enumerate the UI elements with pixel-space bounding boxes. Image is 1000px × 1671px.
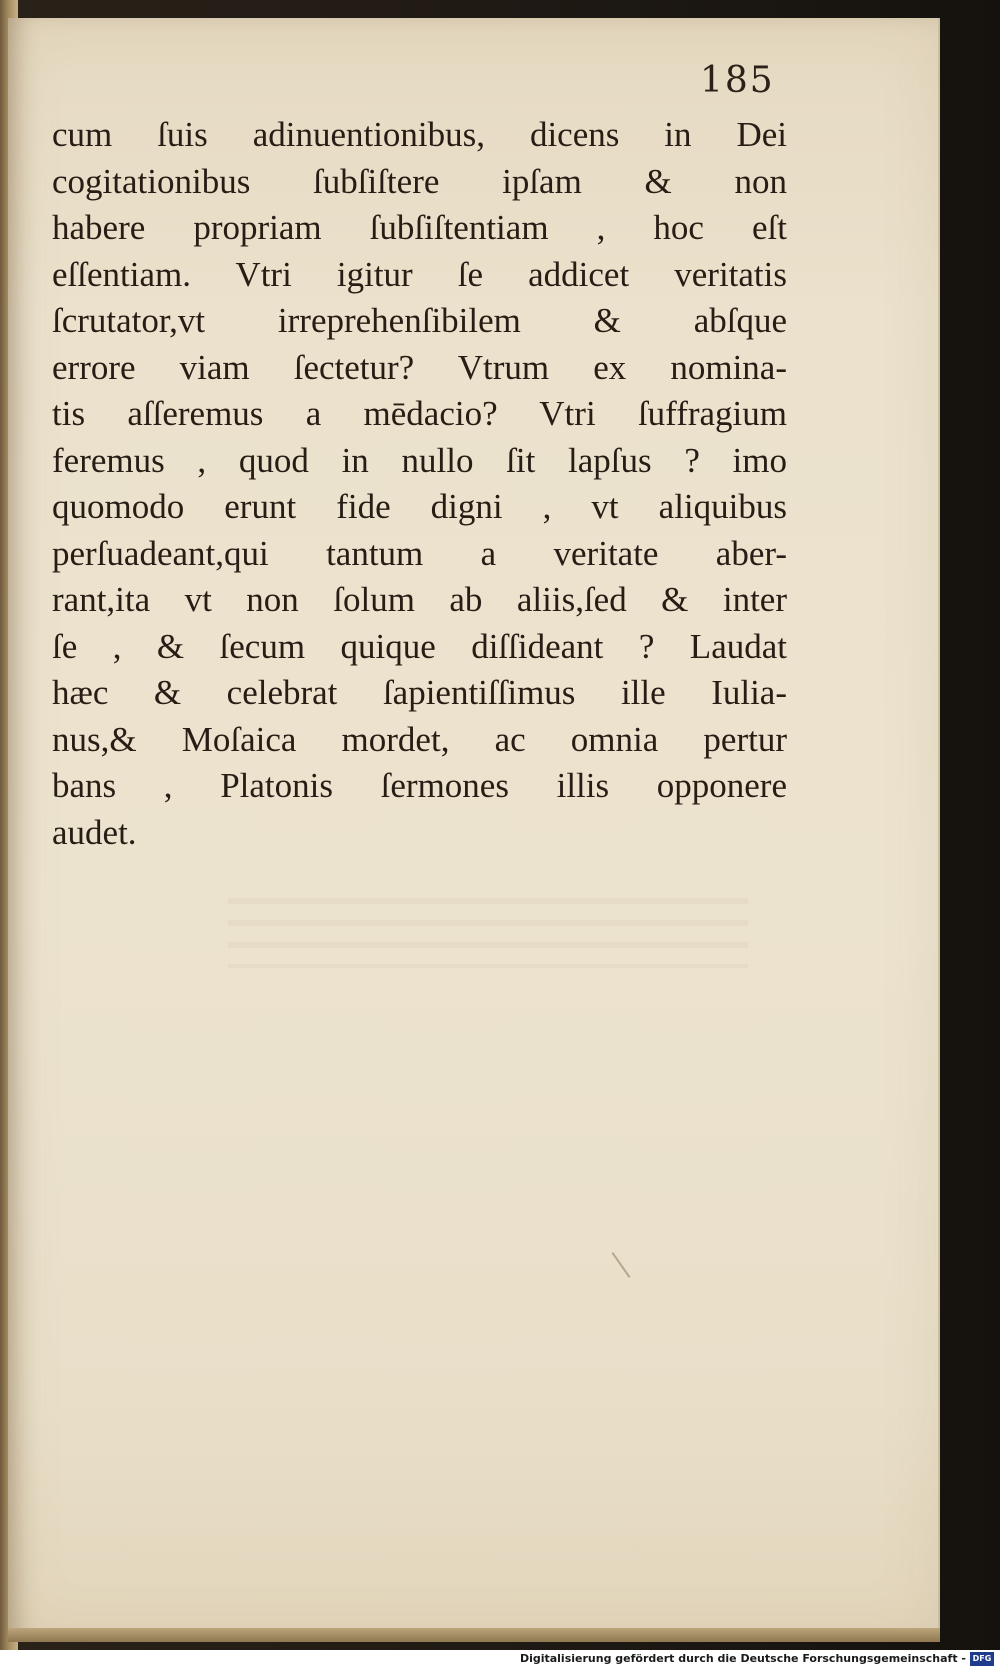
text-line: eſſentiam. Vtri igitur ſe addicet veritatis [52, 254, 787, 294]
text-line: nus,& Moſaica mordet, ac omnia pertur [52, 719, 787, 759]
text-line: errore viam ſectetur? Vtrum ex nomina- [52, 347, 787, 387]
text-line: feremus , quod in nullo ſit lapſus ? imo [52, 440, 787, 480]
page-bottom-edge [8, 1628, 940, 1642]
text-line: ſcrutator,vt irreprehenſibilem & abſque [52, 301, 787, 340]
text-line: quomodo erunt fide digni , vt aliquibus [52, 487, 787, 526]
digitization-credit: Digitalisierung gefördert durch die Deutsche Forschungsgemeinschaft - [519, 1652, 966, 1665]
text-line: perſuadeant,qui tantum a veritate aber- [52, 533, 787, 573]
text-line: cogitationibus ſubſiſtere ipſam & non [52, 161, 787, 201]
paper-crease-mark [612, 1252, 631, 1278]
body-text [52, 112, 787, 856]
text-line: cum ſuis adinuentionibus, dicens in Dei [52, 115, 787, 154]
text-line: tis aſſeremus a mēdacio? Vtri ſuffragium [52, 394, 787, 433]
page-number: 185 [700, 60, 775, 101]
text-line: rant,ita vt non ſolum ab aliis,ſed & inter [52, 580, 787, 619]
text-line-last: audet. [52, 812, 137, 852]
text-line: hæc & celebrat ſapientiſſimus ille Iulia- [52, 673, 787, 712]
text-line: ſe , & ſecum quique diſſideant ? Laudat [52, 626, 787, 666]
text-line: bans , Platonis ſermones illis opponere [52, 766, 787, 805]
text-line: habere propriam ſubſiſtentiam , hoc eſt [52, 208, 787, 247]
dfg-logo-icon: DFG [970, 1652, 994, 1666]
bleed-through-ghost-text [228, 898, 748, 968]
